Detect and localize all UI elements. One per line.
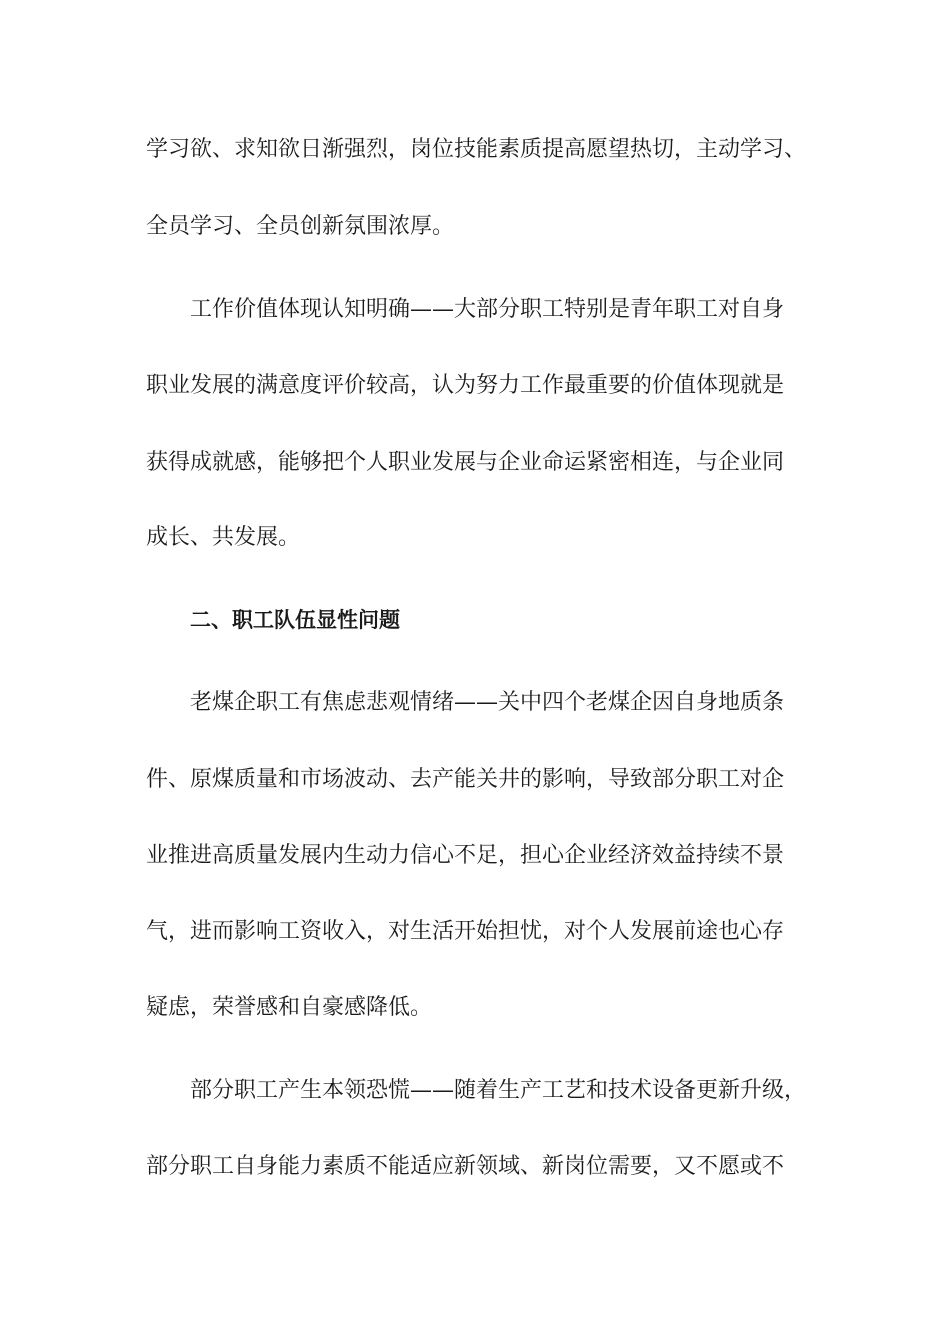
paragraph-3-line-3: 业推进高质量发展内生动力信心不足，担心企业经济效益持续不景 — [146, 843, 785, 868]
paragraph-4-line-1: 部分职工产生本领恐慌——随着生产工艺和技术设备更新升级， — [190, 1078, 807, 1103]
paragraph-3-line-4: 气，进而影响工资收入，对生活开始担忧，对个人发展前途也心存 — [146, 919, 785, 944]
paragraph-1-line-1: 学习欲、求知欲日渐强烈，岗位技能素质提高愿望热切，主动学习、 — [146, 137, 807, 162]
paragraph-3-line-2: 件、原煤质量和市场波动、去产能关井的影响，导致部分职工对企 — [146, 767, 785, 792]
paragraph-2-line-1: 工作价值体现认知明确——大部分职工特别是青年职工对自身 — [190, 297, 785, 322]
paragraph-2-line-4: 成长、共发展。 — [146, 525, 301, 550]
section-heading: 二、职工队伍显性问题 — [190, 608, 400, 632]
paragraph-3-line-5: 疑虑，荣誉感和自豪感降低。 — [146, 995, 433, 1020]
paragraph-4-line-2: 部分职工自身能力素质不能适应新领域、新岗位需要，又不愿或不 — [146, 1154, 785, 1179]
paragraph-3-line-1: 老煤企职工有焦虑悲观情绪——关中四个老煤企因自身地质条 — [190, 690, 785, 715]
paragraph-2-line-2: 职业发展的满意度评价较高，认为努力工作最重要的价值体现就是 — [146, 373, 785, 398]
paragraph-1-line-2: 全员学习、全员创新氛围浓厚。 — [146, 214, 455, 239]
paragraph-2-line-3: 获得成就感，能够把个人职业发展与企业命运紧密相连，与企业同 — [146, 450, 785, 475]
